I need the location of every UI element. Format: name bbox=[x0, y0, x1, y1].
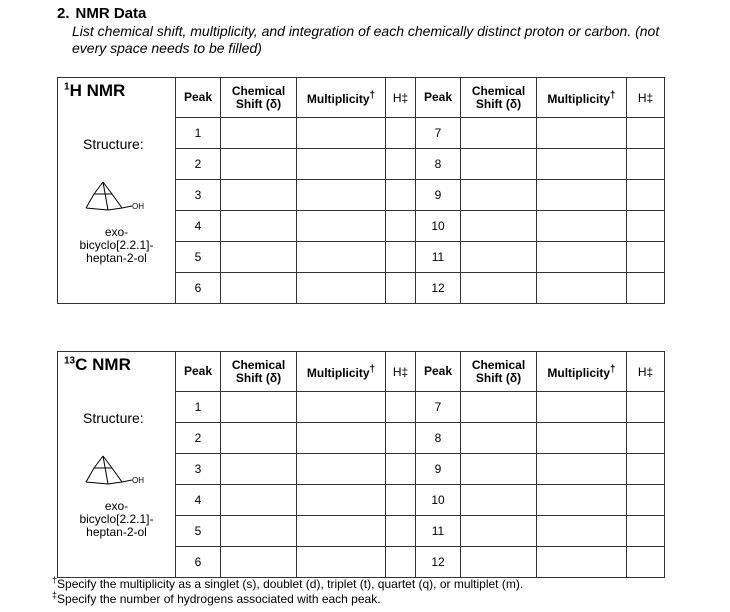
h-count-cell[interactable] bbox=[386, 485, 416, 516]
multiplicity-cell[interactable] bbox=[537, 180, 627, 211]
multiplicity-cell[interactable] bbox=[297, 242, 386, 273]
shift-cell[interactable] bbox=[221, 273, 297, 304]
shift-cell[interactable] bbox=[461, 242, 537, 273]
c-nmr-table bbox=[57, 351, 665, 578]
h-count-cell[interactable] bbox=[627, 423, 665, 454]
multiplicity-cell[interactable] bbox=[537, 454, 627, 485]
shift-header: Chemical Shift (δ) bbox=[461, 352, 537, 392]
compound-name: exo- bicyclo[2.2.1]- heptan-2-ol bbox=[79, 499, 154, 539]
peak-number: 10 bbox=[416, 211, 461, 242]
peak-number: 9 bbox=[416, 180, 461, 211]
section-number: 2. bbox=[57, 5, 70, 22]
compound-name: exo- bicyclo[2.2.1]- heptan-2-ol bbox=[79, 225, 154, 265]
h-count-cell[interactable] bbox=[386, 454, 416, 485]
shift-cell[interactable] bbox=[221, 454, 297, 485]
h-nmr-title: $^1$H NMR bbox=[64, 81, 126, 100]
peak-header: Peak bbox=[416, 78, 461, 118]
shift-cell[interactable] bbox=[461, 180, 537, 211]
peak-header: Peak bbox=[176, 78, 221, 118]
h-count-cell[interactable] bbox=[627, 516, 665, 547]
multiplicity-header: Multiplicity† bbox=[537, 352, 627, 392]
h-count-cell[interactable] bbox=[386, 242, 416, 273]
shift-cell[interactable] bbox=[221, 211, 297, 242]
multiplicity-cell[interactable] bbox=[537, 485, 627, 516]
norbornanol-structure bbox=[84, 180, 164, 220]
shift-cell[interactable] bbox=[461, 547, 537, 578]
shift-cell[interactable] bbox=[461, 423, 537, 454]
peak-header: Peak bbox=[416, 352, 461, 392]
peak-number: 9 bbox=[416, 454, 461, 485]
multiplicity-cell[interactable] bbox=[537, 547, 627, 578]
multiplicity-cell[interactable] bbox=[297, 211, 386, 242]
h-count-cell[interactable] bbox=[386, 547, 416, 578]
peak-number: 4 bbox=[176, 485, 221, 516]
h-count-cell[interactable] bbox=[386, 273, 416, 304]
h-count-header: H‡ bbox=[627, 78, 665, 118]
peak-number: 6 bbox=[176, 273, 221, 304]
multiplicity-cell[interactable] bbox=[537, 423, 627, 454]
multiplicity-cell[interactable] bbox=[537, 149, 627, 180]
multiplicity-cell[interactable] bbox=[297, 118, 386, 149]
peak-number: 3 bbox=[176, 454, 221, 485]
multiplicity-cell[interactable] bbox=[297, 392, 386, 423]
peak-number: 12 bbox=[416, 273, 461, 304]
h-count-cell[interactable] bbox=[386, 118, 416, 149]
shift-cell[interactable] bbox=[221, 242, 297, 273]
structure-label: Structure: bbox=[83, 136, 144, 152]
h-count-cell[interactable] bbox=[627, 454, 665, 485]
shift-cell[interactable] bbox=[461, 211, 537, 242]
h-count-cell[interactable] bbox=[386, 180, 416, 211]
shift-cell[interactable] bbox=[221, 547, 297, 578]
multiplicity-cell[interactable] bbox=[297, 454, 386, 485]
peak-number: 5 bbox=[176, 516, 221, 547]
peak-number: 7 bbox=[416, 118, 461, 149]
h-count-cell[interactable] bbox=[627, 242, 665, 273]
h-count-cell[interactable] bbox=[627, 149, 665, 180]
h-count-cell[interactable] bbox=[386, 516, 416, 547]
peak-number: 3 bbox=[176, 180, 221, 211]
shift-cell[interactable] bbox=[461, 485, 537, 516]
shift-cell[interactable] bbox=[461, 516, 537, 547]
shift-cell[interactable] bbox=[461, 392, 537, 423]
peak-header: Peak bbox=[176, 352, 221, 392]
structure-label: Structure: bbox=[83, 410, 144, 426]
footnote-hydrogens: ‡Specify the number of hydrogens associated with each peak. bbox=[52, 590, 381, 606]
h-count-cell[interactable] bbox=[627, 180, 665, 211]
peak-number: 7 bbox=[416, 392, 461, 423]
shift-cell[interactable] bbox=[461, 118, 537, 149]
h-count-cell[interactable] bbox=[627, 547, 665, 578]
shift-cell[interactable] bbox=[461, 149, 537, 180]
peak-number: 12 bbox=[416, 547, 461, 578]
shift-cell[interactable] bbox=[221, 516, 297, 547]
shift-cell[interactable] bbox=[221, 423, 297, 454]
shift-header: Chemical Shift (δ) bbox=[221, 78, 297, 118]
h-count-cell[interactable] bbox=[386, 211, 416, 242]
shift-cell[interactable] bbox=[221, 118, 297, 149]
shift-cell[interactable] bbox=[461, 273, 537, 304]
shift-cell[interactable] bbox=[461, 454, 537, 485]
h-count-header: H‡ bbox=[386, 78, 416, 118]
c-nmr-title: $^{13}$C NMR bbox=[64, 355, 131, 374]
peak-number: 1 bbox=[176, 118, 221, 149]
shift-header: Chemical Shift (δ) bbox=[221, 352, 297, 392]
section-title bbox=[57, 5, 146, 22]
multiplicity-cell[interactable] bbox=[297, 547, 386, 578]
multiplicity-cell[interactable] bbox=[297, 273, 386, 304]
instructions: List chemical shift, multiplicity, and integration of each chemically distinct proton or carbon. (not every space needs to be filled) bbox=[72, 23, 660, 56]
oh-label: OH bbox=[132, 202, 144, 211]
peak-number: 8 bbox=[416, 423, 461, 454]
h-count-header: H‡ bbox=[386, 352, 416, 392]
multiplicity-header: Multiplicity† bbox=[537, 78, 627, 118]
shift-header: Chemical Shift (δ) bbox=[461, 78, 537, 118]
h-count-cell[interactable] bbox=[386, 392, 416, 423]
multiplicity-cell[interactable] bbox=[297, 180, 386, 211]
shift-cell[interactable] bbox=[221, 392, 297, 423]
multiplicity-cell[interactable] bbox=[537, 211, 627, 242]
shift-cell[interactable] bbox=[221, 149, 297, 180]
h-nmr-table bbox=[57, 77, 665, 304]
h-structure-cell bbox=[58, 78, 176, 304]
peak-number: 1 bbox=[176, 392, 221, 423]
h-count-cell[interactable] bbox=[627, 273, 665, 304]
norbornanol-structure bbox=[84, 454, 164, 494]
multiplicity-cell[interactable] bbox=[297, 423, 386, 454]
c-structure-cell bbox=[58, 352, 176, 578]
peak-number: 5 bbox=[176, 242, 221, 273]
peak-number: 6 bbox=[176, 547, 221, 578]
multiplicity-cell[interactable] bbox=[297, 149, 386, 180]
multiplicity-header: Multiplicity† bbox=[297, 352, 386, 392]
h-count-cell[interactable] bbox=[627, 211, 665, 242]
multiplicity-cell[interactable] bbox=[537, 242, 627, 273]
multiplicity-cell[interactable] bbox=[537, 392, 627, 423]
peak-number: 10 bbox=[416, 485, 461, 516]
multiplicity-cell[interactable] bbox=[537, 118, 627, 149]
h-count-cell[interactable] bbox=[627, 118, 665, 149]
peak-number: 11 bbox=[416, 516, 461, 547]
peak-number: 2 bbox=[176, 423, 221, 454]
peak-number: 11 bbox=[416, 242, 461, 273]
h-count-cell[interactable] bbox=[627, 485, 665, 516]
multiplicity-cell[interactable] bbox=[297, 485, 386, 516]
peak-number: 2 bbox=[176, 149, 221, 180]
multiplicity-cell[interactable] bbox=[297, 516, 386, 547]
oh-label: OH bbox=[132, 476, 144, 485]
shift-cell[interactable] bbox=[221, 485, 297, 516]
multiplicity-cell[interactable] bbox=[537, 516, 627, 547]
peak-number: 8 bbox=[416, 149, 461, 180]
h-count-cell[interactable] bbox=[386, 423, 416, 454]
section-title-text: NMR Data bbox=[75, 5, 147, 22]
multiplicity-cell[interactable] bbox=[537, 273, 627, 304]
shift-cell[interactable] bbox=[221, 180, 297, 211]
h-count-header: H‡ bbox=[627, 352, 665, 392]
footnote-multiplicity: †Specify the multiplicity as a singlet (s), doublet (d), triplet (t), quartet (q), or multiplet (m). bbox=[52, 575, 524, 591]
peak-number: 4 bbox=[176, 211, 221, 242]
h-count-cell[interactable] bbox=[627, 392, 665, 423]
h-count-cell[interactable] bbox=[386, 149, 416, 180]
multiplicity-header: Multiplicity† bbox=[297, 78, 386, 118]
